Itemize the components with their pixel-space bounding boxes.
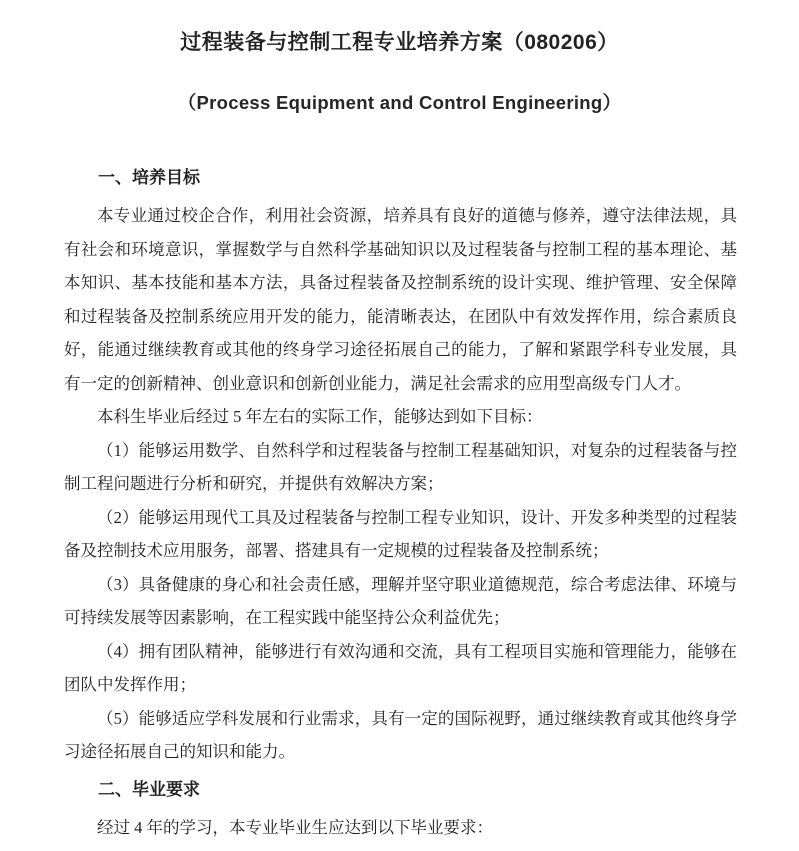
paragraph-goal-1: （1）能够运用数学、自然科学和过程装备与控制工程基础知识，对复杂的过程装备与控制工程问题进行分析和研究，并提供有效解决方案； [64, 440, 737, 493]
paragraph-goal-2: （2）能够运用现代工具及过程装备与控制工程专业知识，设计、开发多种类型的过程装备及控制技术应用服务，部署、搭建具有一定规模的过程装备及控制系统； [64, 507, 737, 560]
paragraph-graduate-goals-intro: 本科生毕业后经过 5 年左右的实际工作，能够达到如下目标： [97, 407, 543, 426]
paragraph-goal-4: （4）拥有团队精神，能够进行有效沟通和交流，具有工程项目实施和管理能力，能够在团队中发挥作用； [64, 641, 737, 694]
paragraph-goal-3: （3）具备健康的身心和社会责任感，理解并坚守职业道德规范，综合考虑法律、环境与可持续发展等因素影响，在工程实践中能坚持公众利益优先； [64, 574, 737, 627]
section-heading-training-objectives: 一、培养目标 [98, 168, 200, 187]
document-body [64, 115, 737, 844]
paragraph-goal-5: （5）能够适应学科发展和行业需求，具有一定的国际视野，通过继续教育或其他终身学习途径拓展自己的知识和能力。 [64, 708, 737, 761]
paragraph-graduation-requirements-intro: 经过 4 年的学习，本专业毕业生应达到以下毕业要求： [97, 817, 493, 837]
paragraph-training-overview: 本专业通过校企合作，利用社会资源，培养具有良好的道德与修养，遵守法律法规，具有社会和环境意识，掌握数学与自然科学基础知识以及过程装备与控制工程的基本理论、基本知识、基本技能和基本方法，具备过程装备及控制系统的设计实现、维护管理、安全保障和过程装备及控制系统应用开发的能力，能清晰表达，在团队中有效发挥作用，综合素质良好，能通过继续教育或其他的终身学习途径拓展自己的能力，了解和紧跟学科专业发展，具有一定的创新精神、创业意识和创新创业能力，满足社会需求的应用型高级专门人才。 [64, 206, 737, 393]
document-title: 过程装备与控制工程专业培养方案（080206） [180, 31, 619, 54]
section-heading-graduation-requirements: 二、毕业要求 [98, 779, 200, 799]
document-subtitle-english: （Process Equipment and Control Engineering） [177, 92, 622, 113]
